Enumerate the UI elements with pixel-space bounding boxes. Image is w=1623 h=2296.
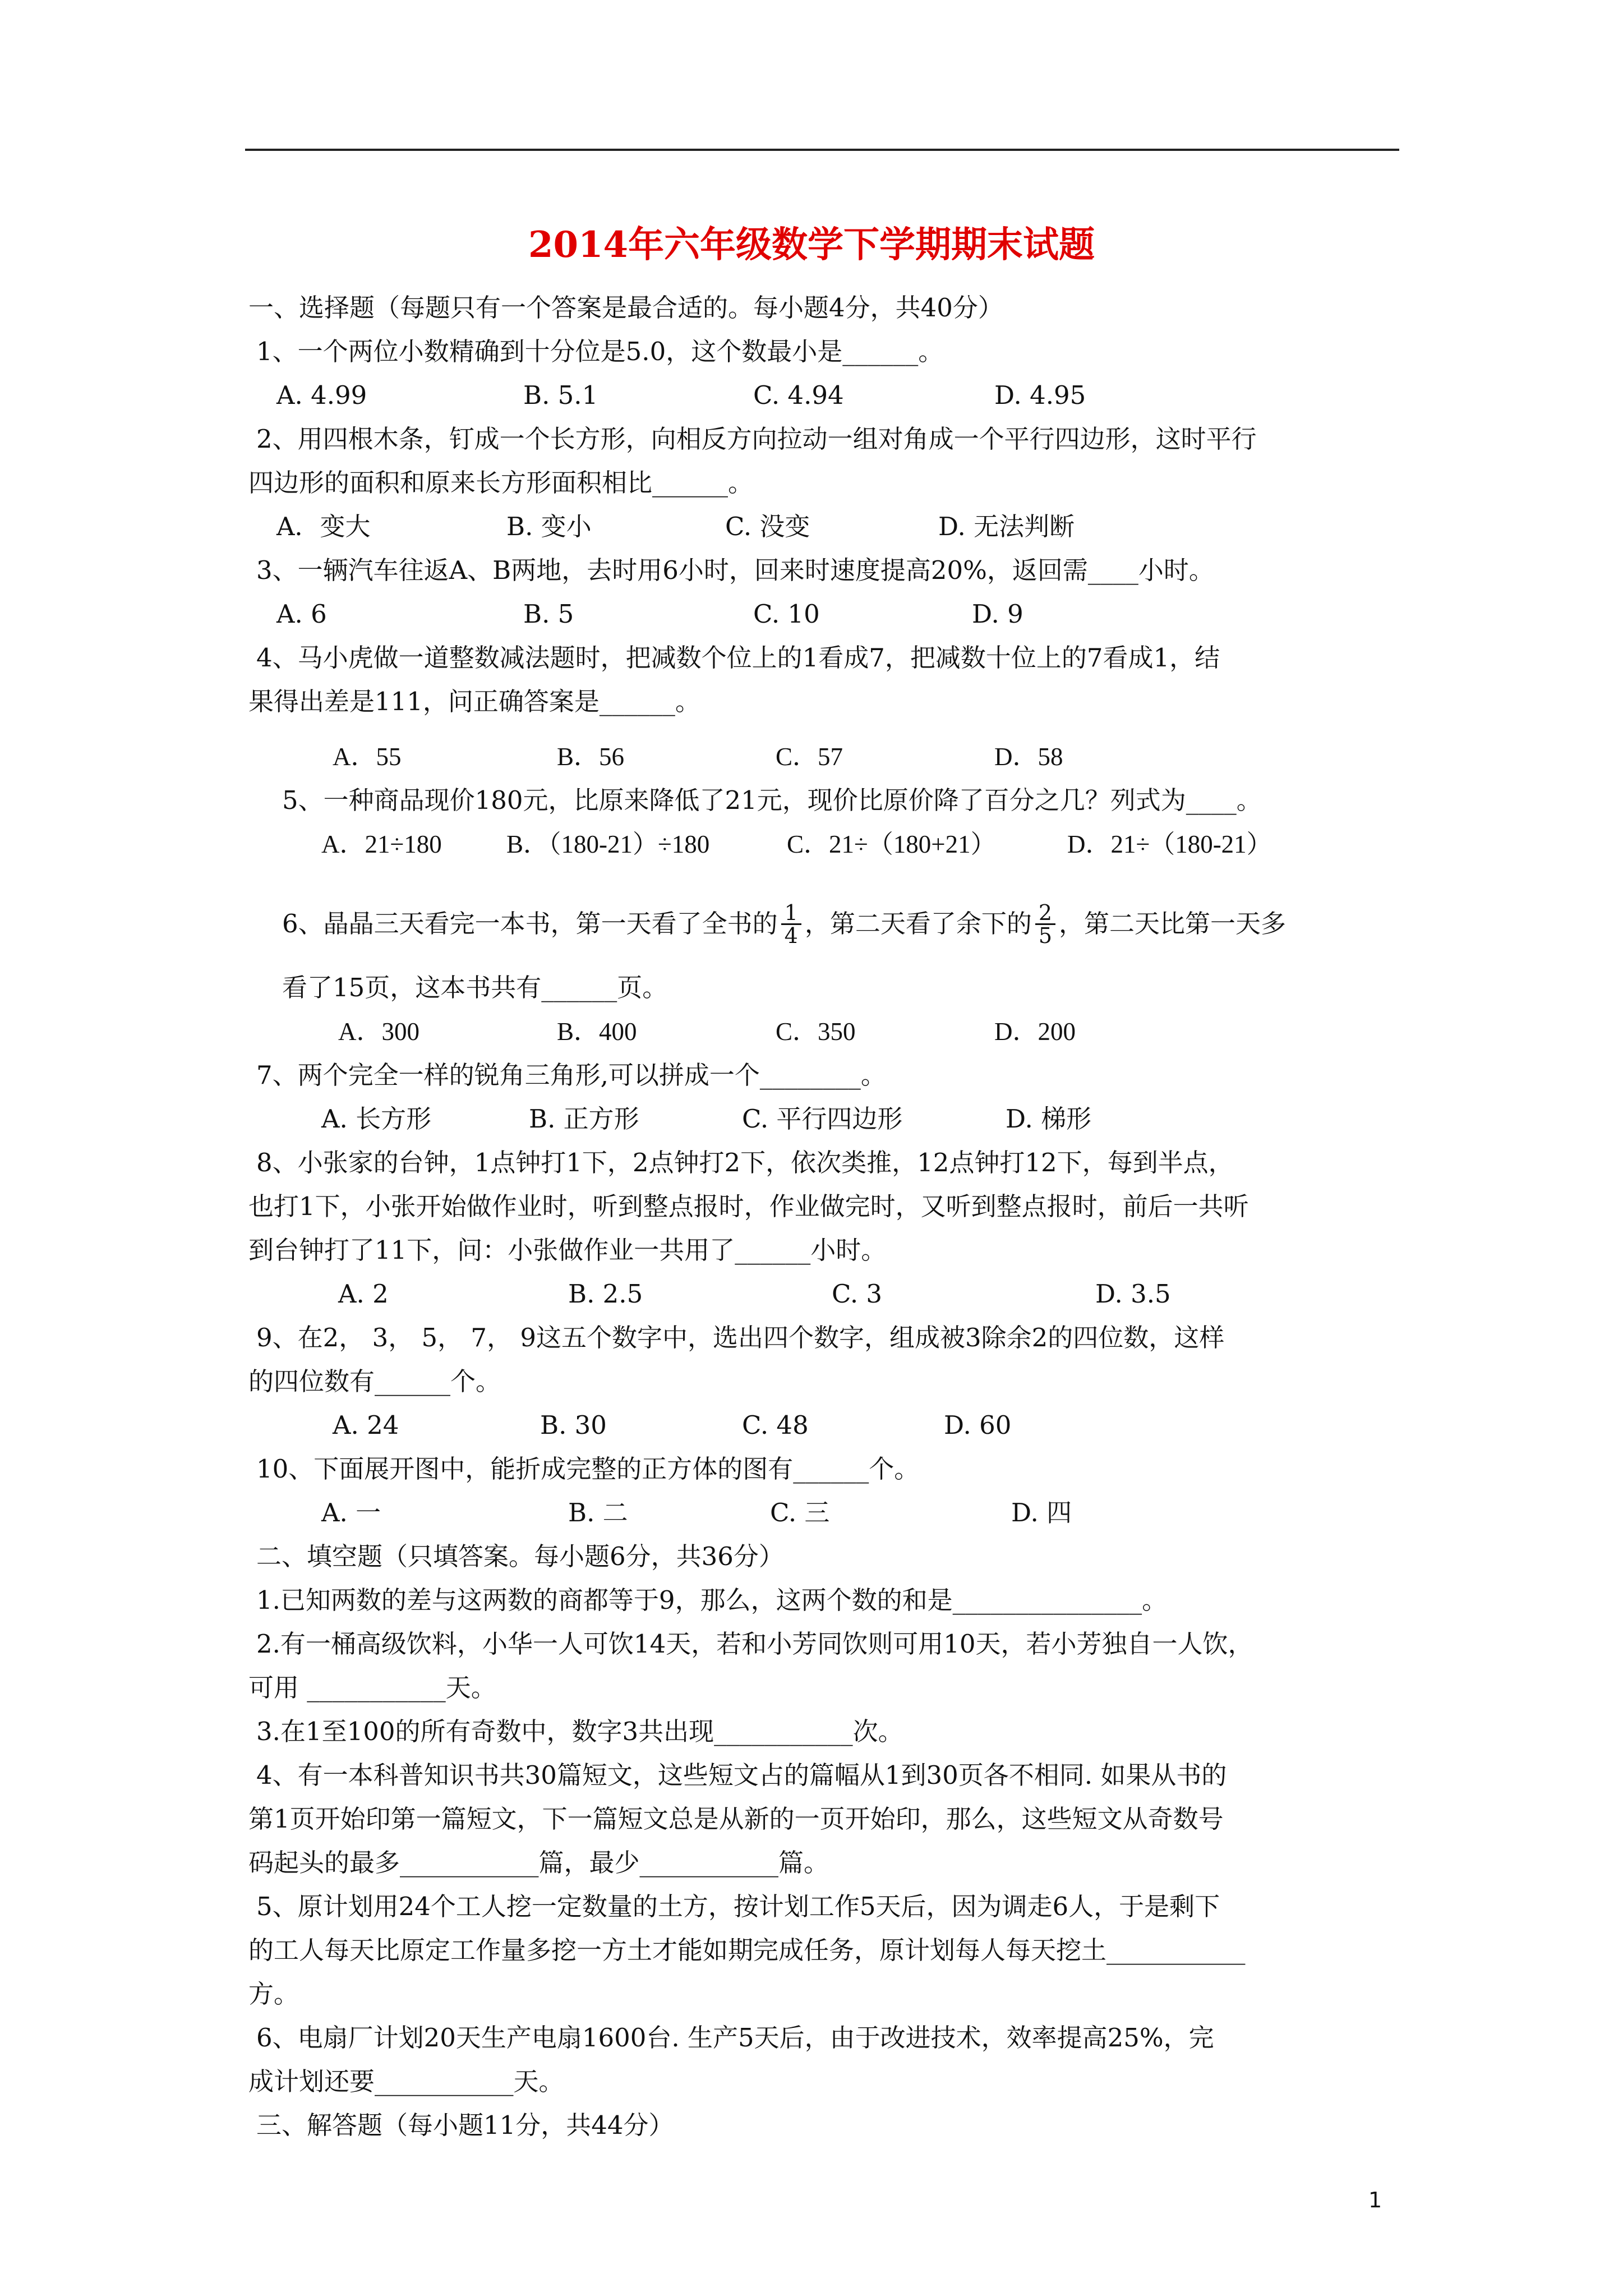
question-9-options bbox=[248, 1404, 1394, 1447]
question-5-options bbox=[248, 822, 1394, 866]
question-2-line2: 四边形的面积和原来长方形面积相比______。 bbox=[248, 468, 754, 498]
question-3: 3、一辆汽车往返A、B两地，去时用6小时，回来时速度提高20%，返回需____小时。 bbox=[256, 555, 1214, 585]
option-a: A．变大 bbox=[276, 512, 371, 541]
question-6-line2: 看了15页，这本书共有______页。 bbox=[282, 973, 668, 1002]
option-b: B. 5.1 bbox=[523, 380, 598, 410]
question-8-line3: 到台钟打了11下，问：小张做作业一共用了______小时。 bbox=[248, 1235, 887, 1265]
question-2-options bbox=[248, 505, 1394, 549]
option-d: D. 9 bbox=[972, 599, 1023, 629]
fraction-denominator: 5 bbox=[1038, 923, 1053, 948]
question-4-line1: 4、马小虎做一道整数减法题时，把减数个位上的1看成7，把减数十位上的7看成1，结 bbox=[256, 643, 1220, 673]
fill-2-line1: 2.有一桶高级饮料，小华一人可饮14天，若和小芳同饮则可用10天，若小芳独自一人饮， bbox=[256, 1629, 1253, 1659]
question-1: 1、一个两位小数精确到十分位是5.0，这个数最小是______。 bbox=[256, 337, 944, 366]
option-a: A．300 bbox=[338, 1018, 419, 1046]
option-d: D．21÷（180-21） bbox=[1067, 830, 1272, 858]
option-b: B. 正方形 bbox=[529, 1104, 639, 1134]
option-b: B. 30 bbox=[540, 1410, 607, 1440]
question-5: 5、一种商品现价180元，比原来降低了21元，现价比原价降了百分之几？列式为____。 bbox=[282, 785, 1262, 815]
question-7: 7、两个完全一样的锐角三角形,可以拼成一个________。 bbox=[256, 1060, 886, 1090]
fill-4-line3: 码起头的最多___________篇，最少___________篇。 bbox=[248, 1848, 829, 1878]
question-1-options bbox=[248, 374, 1394, 417]
fill-2-line2: 可用 ___________天。 bbox=[248, 1673, 496, 1703]
fill-5-line2: 的工人每天比原定工作量多挖一方土才能如期完成任务，原计划每人每天挖土___________ bbox=[248, 1935, 1246, 1965]
fill-3: 3.在1至100的所有奇数中，数字3共出现___________次。 bbox=[256, 1717, 903, 1746]
option-c: C. 3 bbox=[832, 1279, 883, 1309]
option-d: D. 60 bbox=[944, 1410, 1012, 1440]
option-a: A. 2 bbox=[338, 1279, 389, 1309]
option-b: B. 2.5 bbox=[568, 1279, 643, 1309]
question-3-options bbox=[248, 592, 1394, 636]
option-a: A. 一 bbox=[321, 1498, 381, 1527]
question-4-line2: 果得出差是111，问正确答案是______。 bbox=[248, 687, 700, 716]
fraction-numerator: 1 bbox=[781, 902, 801, 925]
option-b: B．400 bbox=[557, 1018, 637, 1046]
question-9-line1: 9、在2， 3， 5， 7， 9这五个数字中，选出四个数字，组成被3除余2的四位数，这样 bbox=[256, 1323, 1225, 1352]
option-d: D．58 bbox=[994, 743, 1063, 771]
option-a: A. 6 bbox=[276, 599, 327, 629]
option-c: C. 三 bbox=[770, 1498, 830, 1527]
fraction-one-quarter bbox=[781, 902, 801, 946]
option-b: B. 5 bbox=[523, 599, 574, 629]
header-rule bbox=[245, 149, 1399, 151]
option-a: A. 4.99 bbox=[276, 380, 367, 410]
fill-4-line2: 第1页开始印第一篇短文，下一篇短文总是从新的一页开始印，那么，这些短文从奇数号 bbox=[248, 1804, 1224, 1834]
fraction-denominator: 4 bbox=[784, 923, 798, 948]
option-b: B．（180-21）÷180 bbox=[506, 830, 710, 858]
question-6-text-a: 6、晶晶三天看完一本书，第一天看了全书的 bbox=[282, 909, 778, 938]
option-c: C. 平行四边形 bbox=[742, 1104, 903, 1134]
option-d: D. 梯形 bbox=[1006, 1104, 1092, 1134]
option-d: D. 四 bbox=[1011, 1498, 1072, 1527]
option-d: D. 无法判断 bbox=[938, 512, 1075, 541]
option-b: B．56 bbox=[557, 743, 625, 771]
question-2-line1: 2、用四根木条，钉成一个长方形，向相反方向拉动一组对角成一个平行四边形，这时平行 bbox=[256, 424, 1257, 454]
question-10-options bbox=[248, 1491, 1394, 1535]
option-b: B. 二 bbox=[568, 1498, 628, 1527]
fill-5-line3: 方。 bbox=[248, 1979, 299, 2009]
question-8-line2: 也打1下，小张开始做作业时，听到整点报时，作业做完时，又听到整点报时，前后一共听 bbox=[248, 1191, 1249, 1221]
question-6-text-b: ，第二天看了余下的 bbox=[804, 909, 1032, 938]
option-a: A．21÷180 bbox=[321, 830, 442, 858]
fill-5-line1: 5、原计划用24个工人挖一定数量的土方，按计划工作5天后，因为调走6人，于是剩下 bbox=[256, 1892, 1220, 1921]
option-a: A. 24 bbox=[333, 1410, 399, 1440]
option-c: C. 没变 bbox=[725, 512, 810, 541]
option-a: A．55 bbox=[333, 743, 402, 771]
option-c: C．57 bbox=[776, 743, 843, 771]
fraction-numerator: 2 bbox=[1035, 902, 1055, 925]
question-8-line1: 8、小张家的台钟，1点钟打1下，2点钟打2下，依次类推，12点钟打12下，每到半点， bbox=[256, 1148, 1234, 1177]
page-title: 2014年六年级数学下学期期末试题 bbox=[528, 224, 1095, 266]
option-a: A. 长方形 bbox=[321, 1104, 432, 1134]
option-c: C．21÷（180+21） bbox=[787, 830, 996, 858]
fill-6-line1: 6、电扇厂计划20天生产电扇1600台. 生产5天后，由于改进技术，效率提高25%，完 bbox=[256, 2023, 1214, 2053]
question-6-line1 bbox=[248, 893, 1394, 955]
fraction-two-fifths bbox=[1035, 902, 1055, 946]
question-7-options bbox=[248, 1097, 1394, 1141]
option-c: C．350 bbox=[776, 1018, 856, 1046]
question-6-options bbox=[248, 1010, 1394, 1053]
option-d: D．200 bbox=[994, 1018, 1076, 1046]
question-10: 10、下面展开图中，能折成完整的正方体的图有______个。 bbox=[256, 1454, 920, 1484]
section3-heading: 三、解答题（每小题11分，共44分） bbox=[256, 2110, 674, 2140]
fill-1: 1.已知两数的差与这两数的商都等于9，那么，这两个数的和是_______________。 bbox=[256, 1585, 1168, 1615]
section2-heading: 二、填空题（只填答案。每小题6分，共36分） bbox=[256, 1542, 784, 1571]
option-c: C. 48 bbox=[742, 1410, 809, 1440]
option-c: C. 10 bbox=[753, 599, 820, 629]
section1-heading: 一、选择题（每题只有一个答案是最合适的。每小题4分，共40分） bbox=[248, 293, 1003, 323]
exam-content bbox=[248, 286, 1394, 2147]
question-4-options bbox=[248, 735, 1394, 779]
question-9-line2: 的四位数有______个。 bbox=[248, 1366, 501, 1396]
option-c: C. 4.94 bbox=[753, 380, 844, 410]
fill-4-line1: 4、有一本科普知识书共30篇短文，这些短文占的篇幅从1到30页各不相同. 如果从书的 bbox=[256, 1760, 1227, 1790]
fill-6-line2: 成计划还要___________天。 bbox=[248, 2067, 564, 2096]
question-8-options bbox=[248, 1272, 1394, 1316]
option-d: D. 4.95 bbox=[994, 380, 1086, 410]
option-b: B. 变小 bbox=[506, 512, 592, 541]
question-6-text-c: ，第二天比第一天多 bbox=[1059, 909, 1287, 938]
page-number: 1 bbox=[1368, 2188, 1382, 2212]
option-d: D. 3.5 bbox=[1095, 1279, 1171, 1309]
